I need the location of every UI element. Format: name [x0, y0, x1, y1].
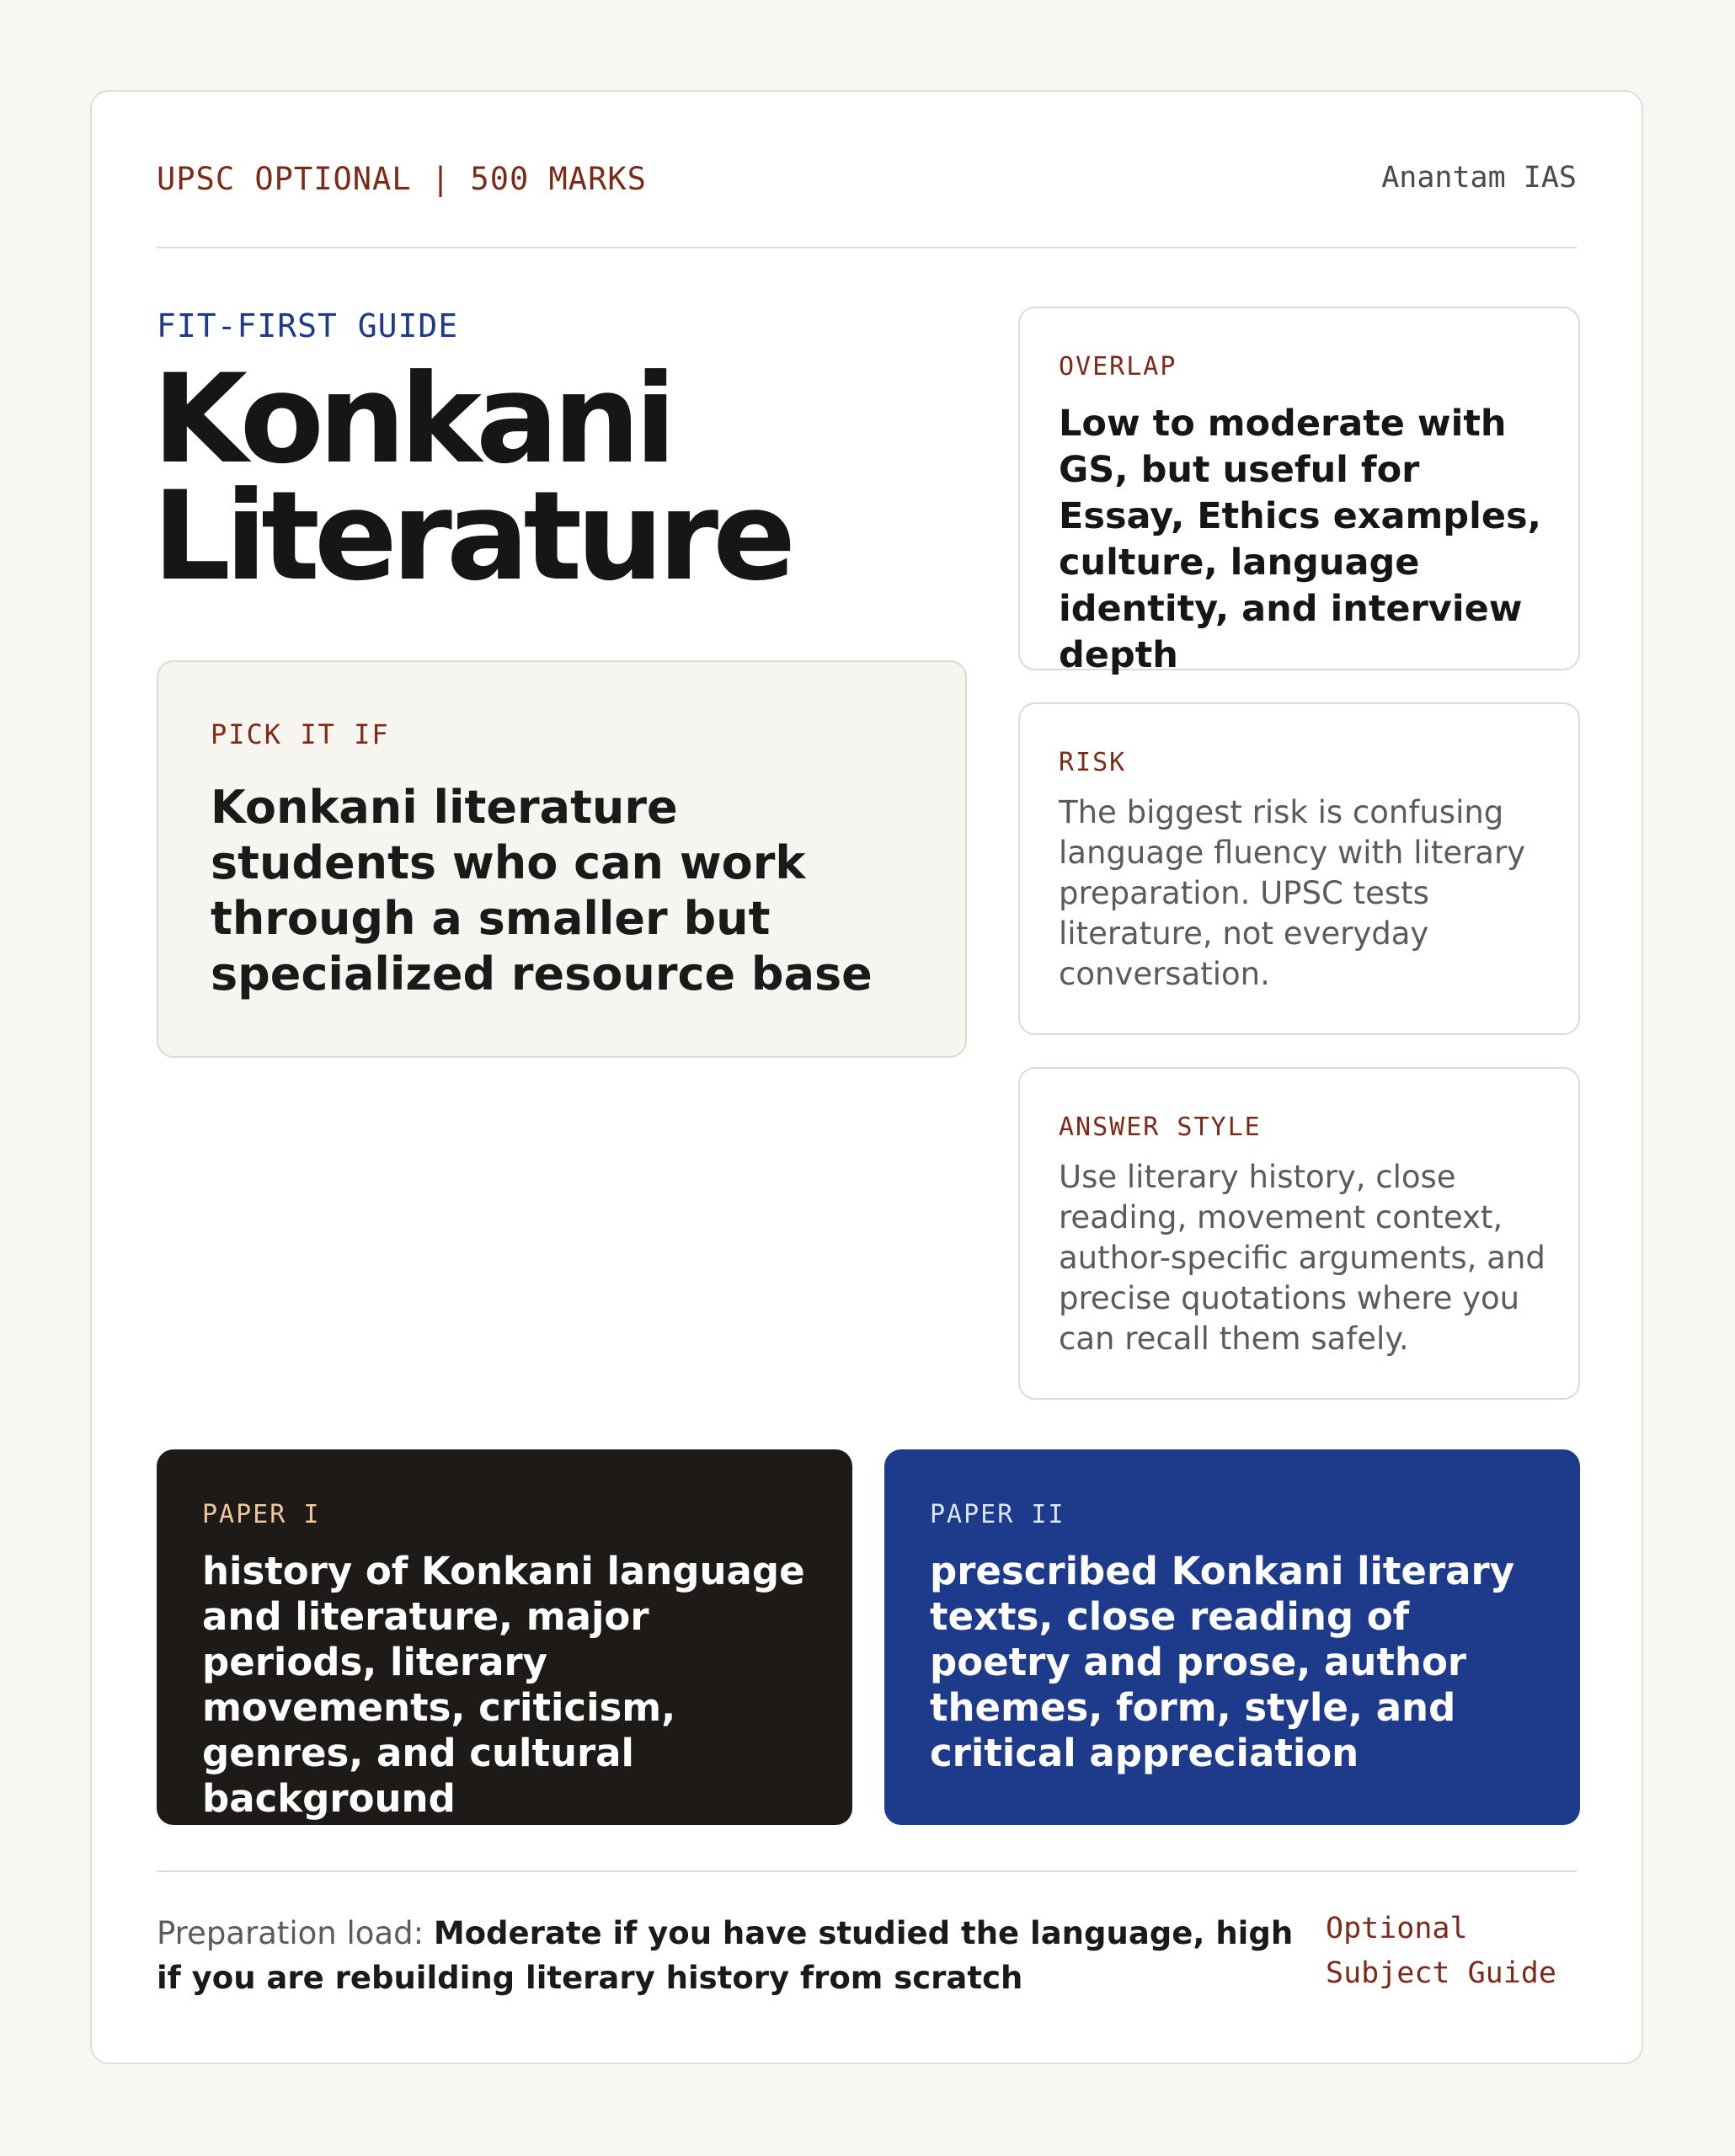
risk-text: The biggest risk is confusing language fluency with literary preparation. UPSC tests literature, not everyday conversation. — [1059, 794, 1526, 992]
answer-style-label: ANSWER STYLE — [1059, 1113, 1262, 1142]
page-title: Konkani Literature — [152, 348, 791, 608]
brand-name: Anantam IAS — [1381, 161, 1577, 195]
exam-tag: UPSC OPTIONAL | 500 MARKS — [157, 161, 647, 197]
footer-divider — [157, 1870, 1577, 1872]
paper-1-label: PAPER I — [202, 1500, 321, 1529]
paper-2-card — [884, 1449, 1580, 1825]
guide-card — [90, 90, 1643, 2064]
pick-it-if-label: PICK IT IF — [211, 718, 390, 750]
pick-it-if-text: Konkani literature students who can work through a smaller but specialized resource base — [211, 781, 873, 1001]
pick-it-if-card — [157, 660, 967, 1058]
paper-1-card — [157, 1449, 852, 1825]
risk-card — [1018, 702, 1580, 1035]
paper-2-text: prescribed Konkani literary texts, close reading of poetry and prose, author themes, form, style, and critical appreciation — [930, 1549, 1515, 1775]
paper-2-label: PAPER II — [930, 1500, 1065, 1529]
preparation-load-label: Preparation load: — [157, 1915, 434, 1951]
header-divider — [157, 247, 1577, 248]
overlap-card — [1018, 307, 1580, 676]
overlap-label: OVERLAP — [1059, 352, 1177, 382]
preparation-load — [157, 1911, 1319, 2000]
preparation-load-value: Moderate if you have studied the language, high if you are rebuilding literary history from scratch — [157, 1915, 1294, 1996]
risk-label: RISK — [1059, 748, 1127, 777]
overlap-text: Low to moderate with GS, but useful for Essay, Ethics examples, culture, language identity, and interview depth — [1059, 403, 1541, 676]
answer-style-card — [1018, 1067, 1580, 1400]
paper-1-text: history of Konkani language and literature, major periods, literary movements, criticism, genres, and cultural background — [202, 1549, 805, 1821]
guide-kicker: FIT-FIRST GUIDE — [157, 307, 459, 344]
answer-style-text: Use literary history, close reading, movement context, author-specific arguments, and precise quotations where you can recall them safely. — [1059, 1159, 1545, 1357]
footer-guide-tag: Optional Subject Guide — [1326, 1912, 1556, 1990]
